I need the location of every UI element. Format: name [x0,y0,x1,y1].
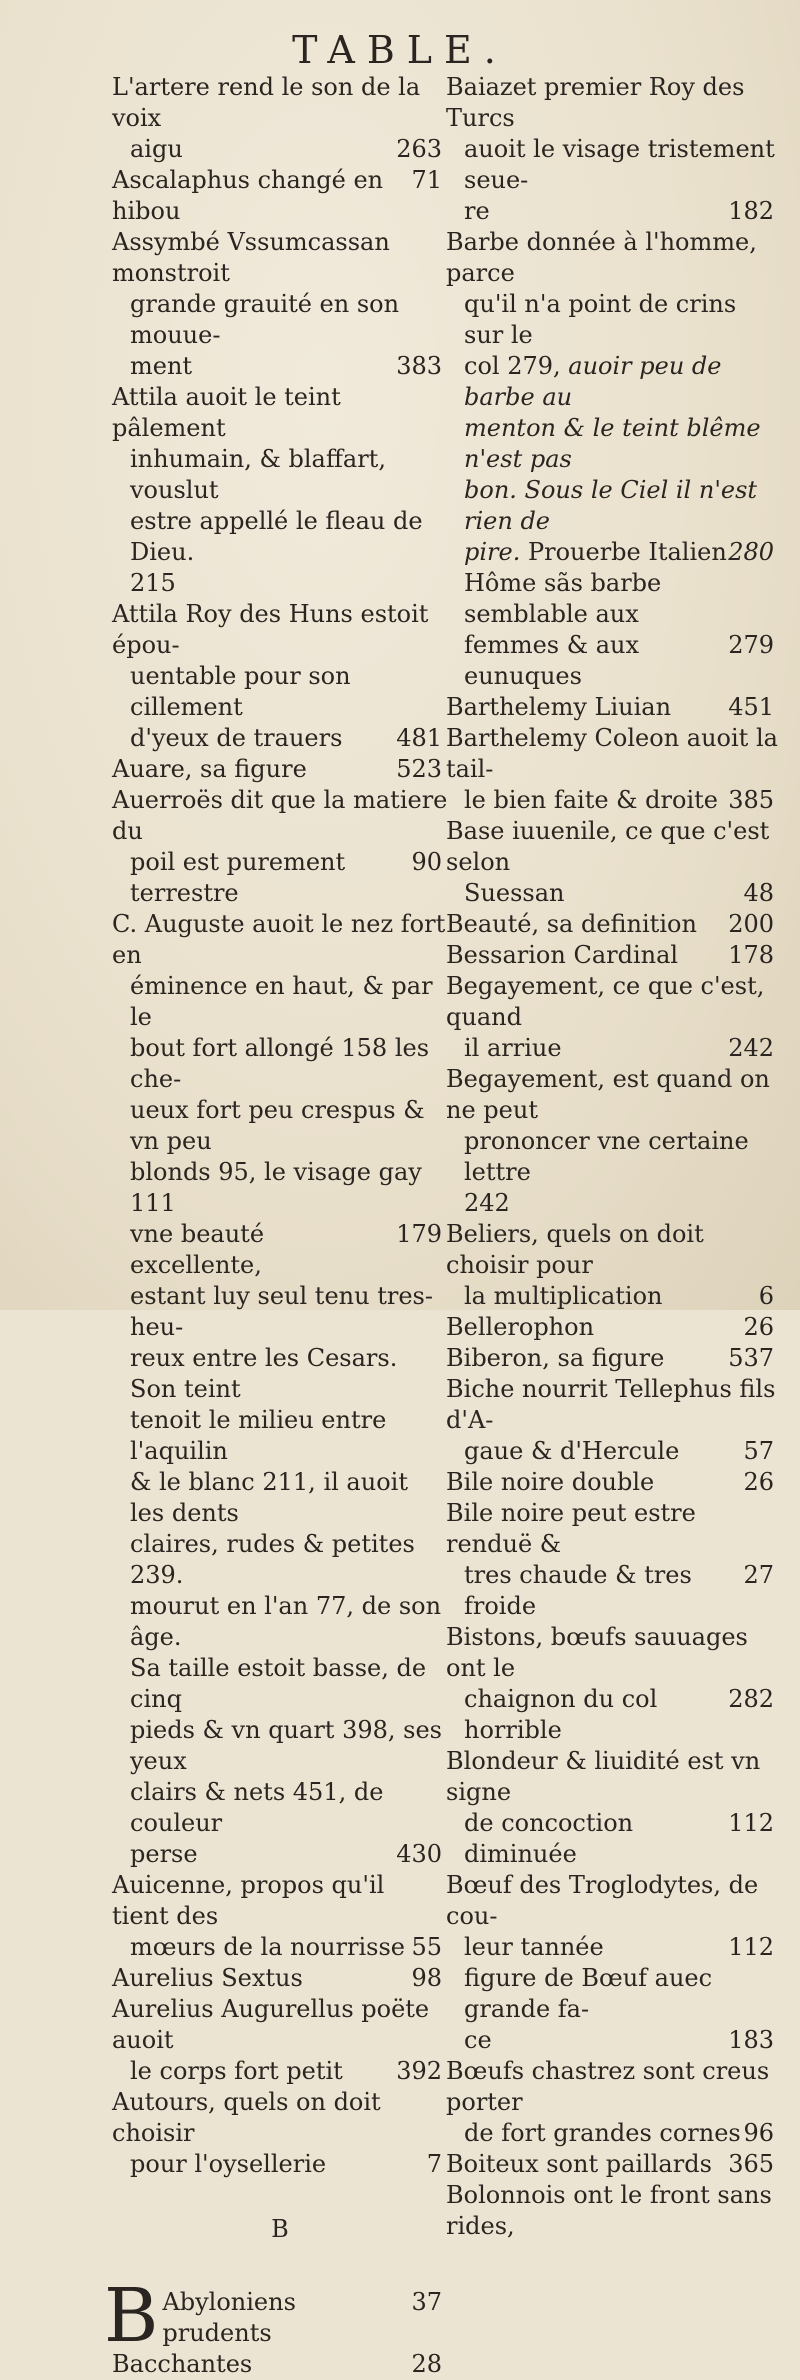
entry-line [446,72,780,134]
entry-line [112,227,448,289]
entry-line [112,1467,448,1529]
entry-line [446,196,780,227]
right-entries [446,72,780,2242]
index-entry [112,599,448,754]
entry-text: claires, rudes & petites 239. [130,1530,415,1589]
index-entry [446,1312,780,1343]
entry-text: blonds 95, le visage gay 111 [130,1158,422,1217]
entry-line [112,723,448,754]
entry-line [112,351,448,382]
entry-text: re [464,197,490,225]
entry-text: Beauté, sa definition [446,910,697,938]
entry-line [446,2149,780,2180]
entry-line [112,1281,448,1343]
index-entry [446,2149,780,2180]
entry-text: Biberon, sa figure [446,1344,665,1372]
entry-text: Auerroës dit que la matiere du [112,786,448,845]
page-number: 96 [743,2119,774,2147]
entry-text: bon. Sous le Ciel il n'est rien de [464,476,758,535]
entry-line [112,1219,448,1281]
entry-line [112,444,448,506]
entry-line [446,537,780,568]
left-column [104,72,448,2380]
index-entry [446,1498,780,1622]
page-number: 183 [728,2026,774,2054]
entry-text: Auicenne, propos qu'il tient des [112,1871,385,1930]
entry-line [446,1219,780,1281]
entry-text: ce [464,2026,492,2054]
entry-text: Bellerophon [446,1313,595,1341]
entry-line [112,2149,448,2180]
entry-text: auoit le visage tristement seue- [464,135,775,194]
entry-line [112,754,448,785]
entry-text: gaue & d'Hercule [464,1437,680,1465]
entry-text: la multiplication [464,1282,663,1310]
page-number: 365 [728,2150,774,2178]
index-entry [446,816,780,909]
entry-text: tres chaude & tres froide [464,1561,692,1620]
page-number: 27 [743,1561,774,1589]
entry-line [112,2056,448,2087]
entry-text: vne beauté excellente, [130,1220,265,1279]
page-number: 90 [411,848,442,876]
entry-line [112,599,448,661]
entry-line [112,1529,448,1591]
entry-text: C. Auguste auoit le nez fort en [112,910,446,969]
entry-text: pire. [464,538,521,566]
entry-line [446,227,780,289]
entry-line [446,1498,780,1560]
entry-text: Bile noire peut estre renduë & [446,1499,696,1558]
entry-text: aigu [130,135,183,163]
index-entry [446,940,780,971]
entry-text: L'artere rend le son de la voix [112,73,421,132]
entry-line [446,2025,780,2056]
index-entry [446,2056,780,2149]
entry-text: menton & le teint blême n'est pas [464,414,761,473]
entry-line [112,382,448,444]
entry-line [112,2087,448,2149]
entry-line [112,72,448,134]
entry-line [446,1374,780,1436]
entry-text: bout fort allongé 158 les che- [130,1034,430,1093]
entry-line [446,351,780,413]
entry-line [112,1033,448,1095]
entry-text: Attila auoit le teint pâlement [112,383,341,442]
entry-text: pieds & vn quart 398, ses yeux [130,1716,442,1775]
entry-line [112,1777,448,1839]
entry-line [112,134,448,165]
page-number: 57 [743,1437,774,1465]
entry-text: uentable pour son cillement [130,662,351,721]
section-letter: B [271,2215,289,2243]
entry-line [446,1126,780,1188]
entry-text: ment [130,352,193,380]
entry-text: grande grauité en son mouue- [130,290,400,349]
entry-line [112,568,448,599]
entry-text: Assymbé Vssumcassan monstroit [112,228,390,287]
page-number: 71 [411,166,442,194]
entry-text: qu'il n'a point de crins sur le [464,290,737,349]
page-number: 451 [728,693,774,721]
entry-line [446,2056,780,2118]
entry-text: Barthelemy Coleon auoit la tail- [446,724,778,783]
entry-line [446,1033,780,1064]
entry-line [446,2180,780,2242]
index-entry [446,723,780,816]
entry-text: tenoit le milieu entre l'aquilin [130,1406,387,1465]
entry-text: il arriue [464,1034,562,1062]
entry-line [112,847,448,909]
entry-text: figure de Bœuf auec grande fa- [464,1964,713,2023]
page-number: 430 [396,1840,442,1868]
index-entry [446,227,780,692]
entry-text: reux entre les Cesars. Son teint [130,1344,398,1403]
entry-line [446,475,780,537]
page-number: 179 [396,1220,442,1248]
index-entry [112,909,448,1870]
index-entry [446,1374,780,1467]
page-number: 98 [411,1964,442,1992]
entry-line [446,1064,780,1126]
entry-line [112,1839,448,1870]
entry-text: de concoction diminuée [464,1809,634,1868]
entry-text: pour l'oysellerie [130,2150,327,2178]
entry-text: Biche nourrit Tellephus fils d'A- [446,1375,776,1434]
page-number: 282 [728,1685,774,1713]
entry-line [112,1405,448,1467]
entry-line [112,1994,448,2056]
entry-text: clairs & nets 451, de couleur [130,1778,384,1837]
index-entry [112,2087,448,2180]
entry-text: Aurelius Sextus [112,1964,303,1992]
index-entry [446,971,780,1064]
entry-line [446,971,780,1033]
entry-text: Barthelemy Liuian [446,693,672,721]
left-entries-after [104,2273,448,2380]
entry-text: Begayement, ce que c'est, quand [446,972,765,1031]
entry-text: Auare, sa figure [112,755,307,783]
index-entry [446,2180,780,2242]
entry-line [446,413,780,475]
index-entry [112,165,448,227]
entry-line [446,1560,780,1622]
entry-text: Base iuuenile, ce que c'est selon [446,817,770,876]
entry-line [446,1932,780,1963]
page-number: 178 [728,941,774,969]
index-entry [446,1467,780,1498]
index-entry [112,2349,448,2380]
index-entry [112,754,448,785]
entry-text: mourut en l'an 77, de son âge. [130,1592,442,1651]
entry-line [112,1591,448,1653]
entry-text: perse [130,1840,198,1868]
entry-text: leur tannée [464,1933,604,1961]
index-entry [112,227,448,382]
page-number: 37 [411,2288,442,2316]
entry-text: Beliers, quels on doit choisir pour [446,1220,704,1279]
entry-line [446,1963,780,2025]
index-entry [112,785,448,909]
index-entry [446,1219,780,1312]
entry-text: estre appellé le fleau de Dieu. [130,507,423,566]
dropcap: B [104,2273,159,2359]
entry-text: Boiteux sont paillards [446,2150,712,2178]
index-entry [112,2287,448,2349]
entry-text: Attila Roy des Huns estoit épou- [112,600,429,659]
entry-line [112,165,448,227]
page-number: 112 [728,1933,774,1961]
index-entry [446,909,780,940]
entry-text: le bien faite & droite [464,786,718,814]
entry-line [112,1963,448,1994]
entry-text: prononcer vne certaine lettre [464,1127,749,1186]
entry-text: Bacchantes [112,2350,253,2378]
entry-text: Bile noire double [446,1468,655,1496]
entry-line [446,1746,780,1808]
page-number: 523 [396,755,442,783]
entry-text: 242 [464,1189,510,1217]
entry-text: Aurelius Augurellus poëte auoit [112,1995,430,2054]
entry-text: chaignon du col horrible [464,1685,658,1744]
index-entry [446,72,780,227]
entry-text: Bœuf des Troglodytes, de cou- [446,1871,759,1930]
entry-line [446,1188,780,1219]
entry-text: le corps fort petit [130,2057,343,2085]
entry-line [446,134,780,196]
entry-text: col 279, [464,352,561,380]
entry-line [112,1715,448,1777]
entry-text: Barbe donnée à l'homme, parce [446,228,757,287]
entry-line [446,1436,780,1467]
entry-line [446,723,780,785]
entry-line [112,2287,448,2349]
page-number: 263 [396,135,442,163]
entry-line [112,661,448,723]
index-entry [446,1870,780,2056]
page-number: 7 [426,2150,442,2178]
page-number: 182 [728,197,774,225]
entry-line [112,289,448,351]
page-number: 481 [396,724,442,752]
index-entry [112,1963,448,1994]
index-entry [446,1622,780,1746]
index-entry [112,1870,448,1963]
entry-line [446,816,780,878]
entry-text: Autours, quels on doit choisir [112,2088,381,2147]
entry-text: Bessarion Cardinal [446,941,679,969]
entry-line [446,1622,780,1684]
page-number: 392 [396,2057,442,2085]
entry-line [446,2118,780,2149]
left-entries [112,72,448,2180]
page-number: 242 [728,1034,774,1062]
entry-text: Hôme sãs barbe semblable aux [464,569,662,628]
entry-line [112,1095,448,1157]
entry-line [112,785,448,847]
entry-line [446,1467,780,1498]
entry-text: de fort grandes cornes [464,2119,741,2147]
entry-text: femmes & aux eunuques [464,631,640,690]
page-number: 55 [411,1933,442,1961]
entry-line [446,568,780,630]
entry-text: Baiazet premier Roy des Turcs [446,73,745,132]
entry-line [112,1343,448,1405]
entry-line [446,1312,780,1343]
entry-line [446,630,780,692]
page-number: 200 [728,910,774,938]
page-number: 26 [743,1313,774,1341]
entry-text: Abyloniens prudents [162,2288,296,2347]
entry-text: Bistons, bœufs sauuages ont le [446,1623,748,1682]
entry-line [446,785,780,816]
entry-line [446,289,780,351]
page-number: 48 [743,879,774,907]
index-entry [446,1343,780,1374]
entry-tail-text: Prouerbe Italien [520,538,727,566]
entry-line [446,692,780,723]
entry-line [112,909,448,971]
entry-text: Bœufs chastrez sont creus porter [446,2057,770,2116]
entry-line [446,878,780,909]
index-entry [112,72,448,165]
entry-text: Suessan [464,879,565,907]
entry-line [112,971,448,1033]
entry-text: estant luy seul tenu tres-heu- [130,1282,433,1341]
entry-line [446,909,780,940]
entry-text: éminence en haut, & par le [130,972,433,1031]
entry-text: d'yeux de trauers [130,724,343,752]
entry-text: inhumain, & blaffart, vouslut [130,445,386,504]
page-number: 280 [728,538,774,566]
entry-text: Begayement, est quand on ne peut [446,1065,770,1124]
page-number: 112 [728,1809,774,1837]
page-number: 537 [728,1344,774,1372]
page-number: 28 [411,2350,442,2378]
entry-text: Sa taille estoit basse, de cinq [130,1654,427,1713]
entry-line [446,1808,780,1870]
index-entry [446,1064,780,1219]
entry-text: & le blanc 211, il auoit les dents [130,1468,408,1527]
entry-text: Ascalaphus changé en hibou [112,166,384,225]
entry-line [112,506,448,568]
entry-line [112,1653,448,1715]
entry-text: 215 [130,569,176,597]
page-number: 279 [728,631,774,659]
entry-text: poil est purement terrestre [130,848,346,907]
index-entry [112,1994,448,2087]
index-entry [112,382,448,599]
entry-text: ueux fort peu crespus & vn peu [130,1096,425,1155]
entry-text: Blondeur & liuidité est vn signe [446,1747,761,1806]
entry-line [112,1932,448,1963]
entry-line [446,1281,780,1312]
entry-text: mœurs de la nourrisse [130,1933,405,1961]
entry-line [112,1157,448,1219]
entry-line [446,940,780,971]
index-entry [446,692,780,723]
entry-line [112,1870,448,1932]
entries-after-list [112,2287,448,2380]
page-number: 26 [743,1468,774,1496]
entry-line [112,2349,448,2380]
entry-line [446,1684,780,1746]
index-entry [446,1746,780,1870]
entry-line [446,1343,780,1374]
entry-text: Bolonnois ont le front sans rides, [446,2181,772,2240]
entry-italic-text: auoir peu de barbe au [464,352,722,411]
page-number: 6 [758,1282,774,1310]
page-heading: TABLE. [292,28,508,72]
right-column [446,72,780,2242]
entry-line [446,1870,780,1932]
page-number: 385 [728,786,774,814]
page-number: 383 [396,352,442,380]
